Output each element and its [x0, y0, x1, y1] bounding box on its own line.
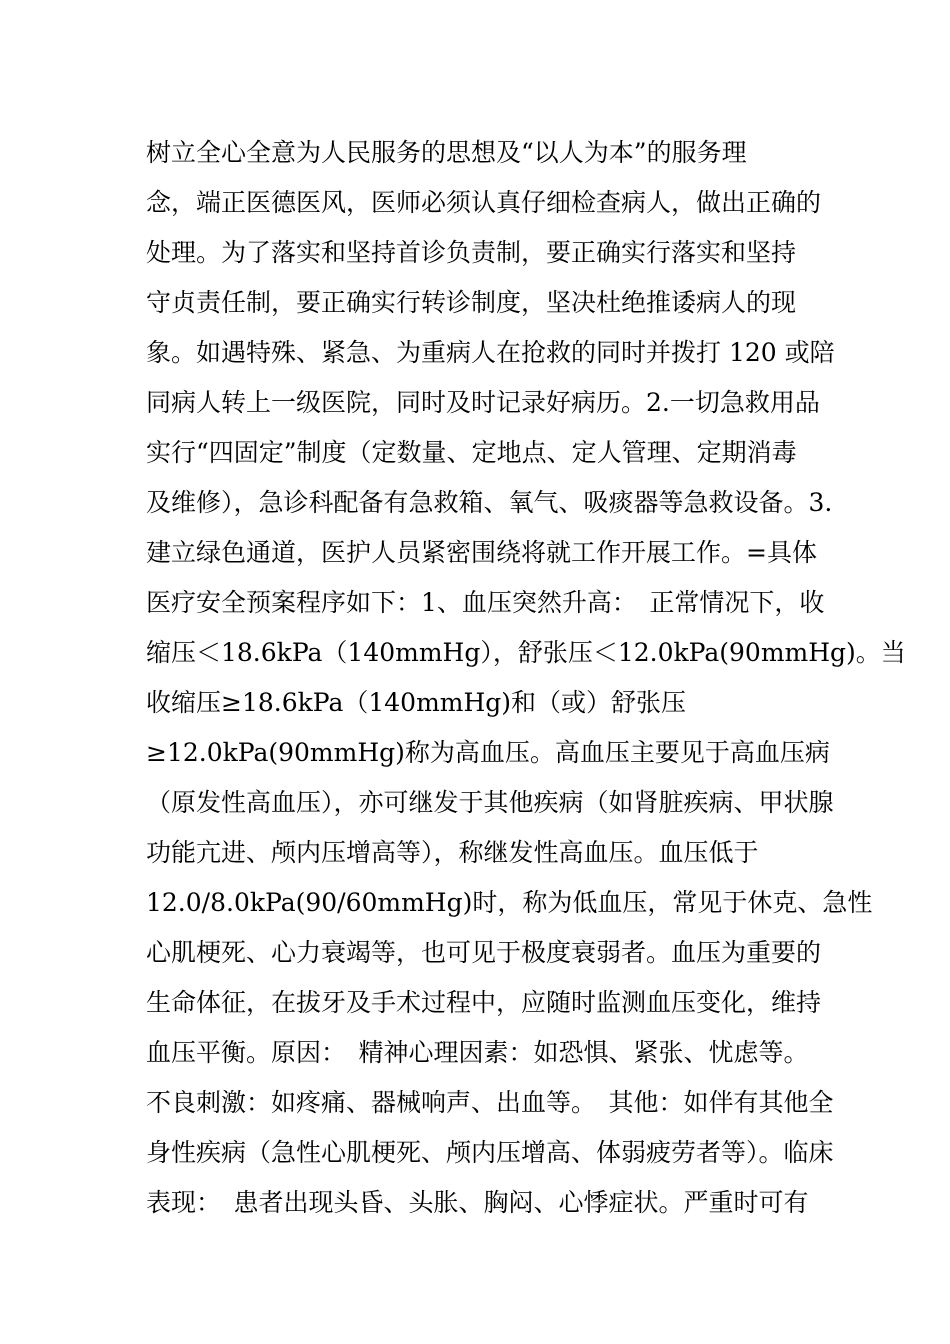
text-line: 收缩压≥18.6kPa（140mmHg)和（或）舒张压	[146, 688, 687, 717]
text-line: 表现： 患者出现头昏、头胀、胸闷、心悸症状。严重时可有	[146, 1188, 809, 1217]
text-line: 生命体征，在拔牙及手术过程中，应随时监测血压变化，维持	[146, 988, 822, 1017]
text-line: 身性疾病（急性心肌梗死、颅内压增高、体弱疲劳者等）。临床	[146, 1138, 834, 1167]
text-line: 缩压＜18.6kPa（140mmHg），舒张压＜12.0kPa(90mmHg)。当	[146, 638, 906, 667]
text-line: 实行“四固定”制度（定数量、定地点、定人管理、定期消毒	[146, 438, 797, 467]
text-line: 处理。为了落实和坚持首诊负责制，要正确实行落实和坚持	[146, 238, 797, 267]
text-line: 12.0/8.0kPa(90/60mmHg)时，称为低血压，常见于休克、急性	[146, 888, 873, 917]
text-line: （原发性高血压），亦可继发于其他疾病（如肾脏疾病、甲状腺	[146, 788, 834, 817]
text-line: 守贞责任制，要正确实行转诊制度，坚决杜绝推诿病人的现	[146, 288, 797, 317]
text-line: 及维修），急诊科配备有急救箱、氧气、吸痰器等急救设备。3.	[146, 488, 833, 517]
text-line: 建立绿色通道，医护人员紧密围绕将就工作开展工作。=具体	[146, 538, 817, 567]
text-line: 同病人转上一级医院，同时及时记录好病历。2.一切急救用品	[146, 388, 820, 417]
text-line: 功能亢进、颅内压增高等），称继发性高血压。血压低于	[146, 838, 759, 867]
text-line: 医疗安全预案程序如下：1、血压突然升高： 正常情况下，收	[146, 588, 825, 617]
text-line: 念，端正医德医风，医师必须认真仔细检查病人，做出正确的	[146, 188, 822, 217]
text-line: ≥12.0kPa(90mmHg)称为高血压。高血压主要见于高血压病	[146, 738, 830, 767]
text-line: 树立全心全意为人民服务的思想及“以人为本”的服务理	[146, 138, 747, 167]
text-line: 心肌梗死、心力衰竭等，也可见于极度衰弱者。血压为重要的	[146, 938, 822, 967]
body-text	[146, 128, 906, 1228]
text-line: 不良刺激：如疼痛、器械响声、出血等。 其他：如伴有其他全	[146, 1088, 834, 1117]
text-line: 血压平衡。原因： 精神心理因素：如恐惧、紧张、忧虑等。	[146, 1038, 809, 1067]
text-line: 象。如遇特殊、紧急、为重病人在抢救的同时并拨打 120 或陪	[146, 338, 835, 367]
